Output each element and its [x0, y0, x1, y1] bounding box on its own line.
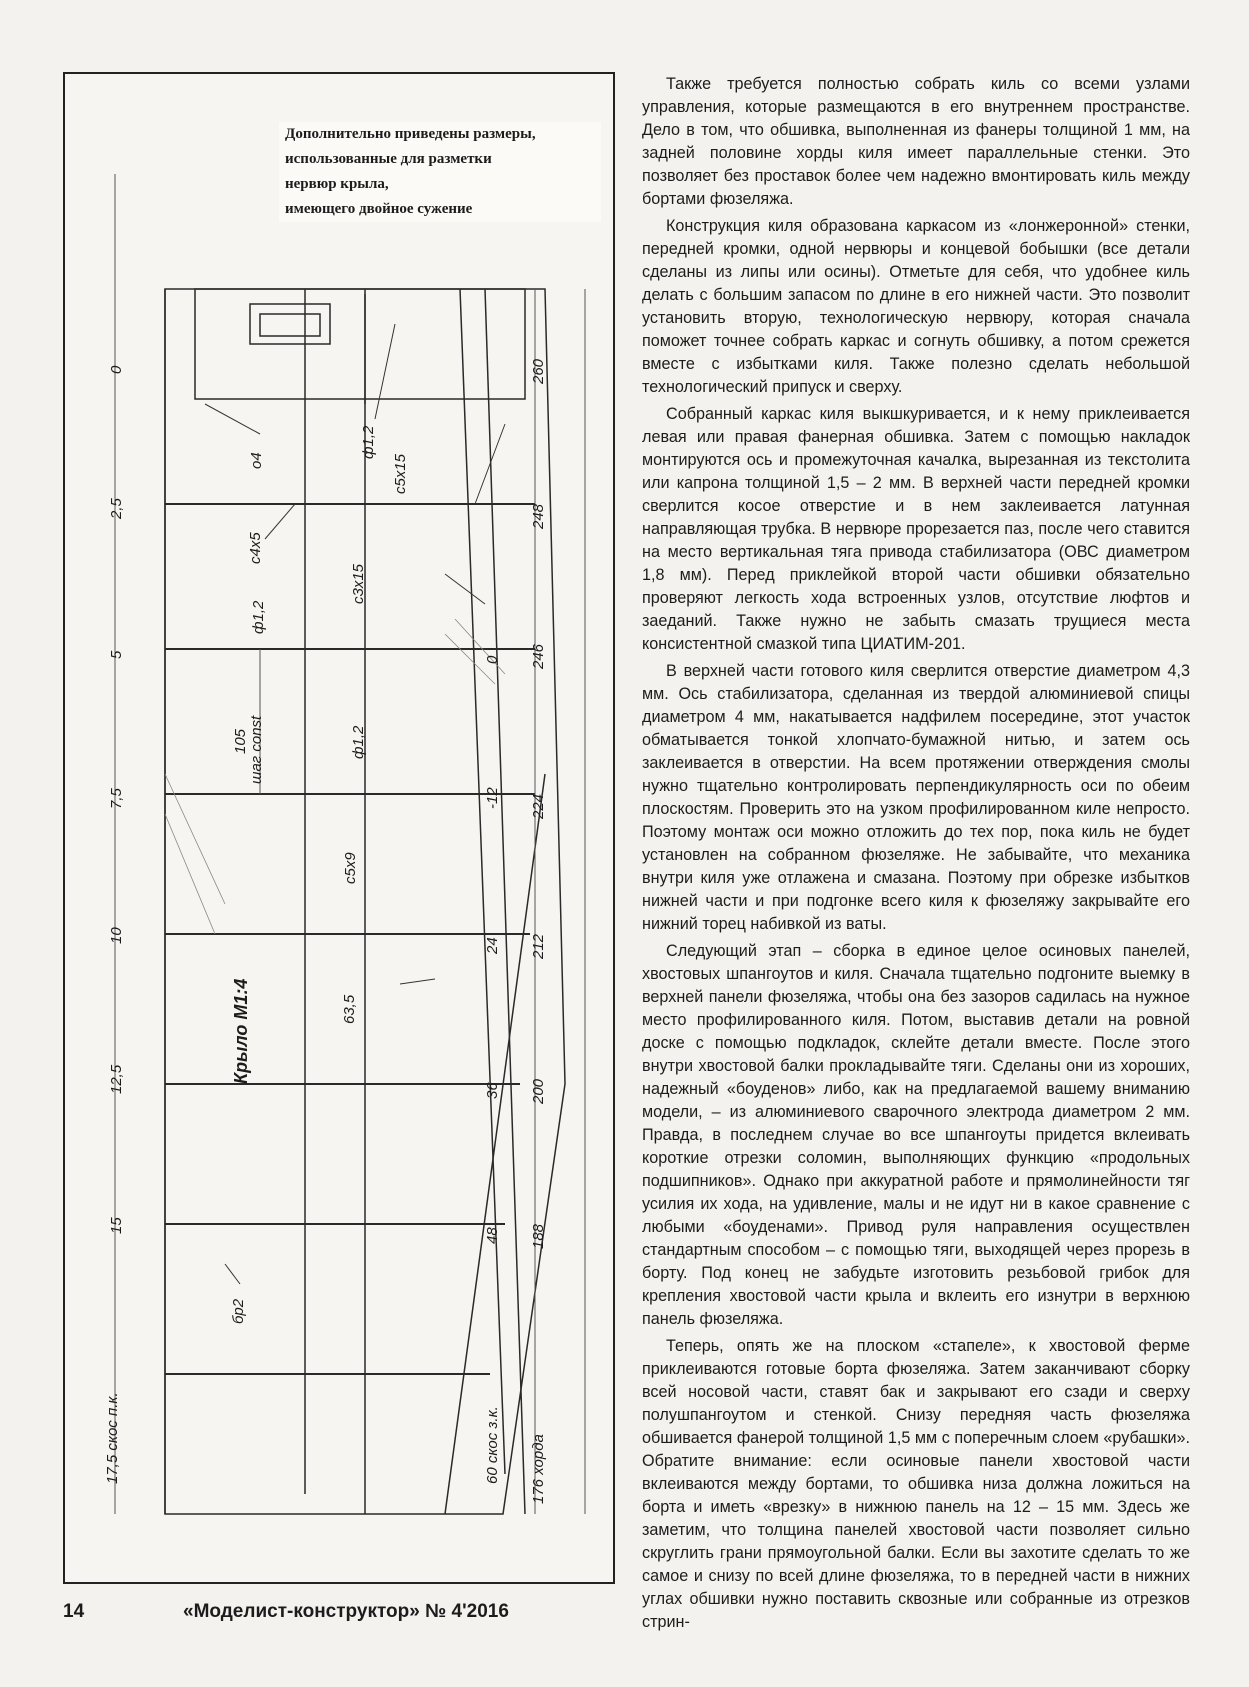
- part-label: 63,5: [341, 994, 358, 1024]
- te-offset-label: 24: [484, 937, 501, 954]
- chord-label: 212: [530, 933, 547, 959]
- chord-label: 248: [530, 503, 547, 529]
- article-paragraph: В верхней части готового киля сверлится отверстие диаметром 4,3 мм. Ось стабилизатора, сделанная из твердой алюминиевой спицы диаметром 4 мм, накатывается надфилем посередине, этот участок обматывается тонкой хлопчато-бумажной нитью, и затем ось заклеивается в отверстии. На всем протяжении отверждения смолы нужно тщательно контролировать перпендикулярность оси по обеим плоскостям. Проверить это на узком профилированном киле непросто. Поэтому монтаж оси можно отложить до тех пор, пока киль не будет установлен на собранном фюзеляже. Не забывайте, что механика внутри киля уже отлажена и смазана. Поэтому при обрезке избытков нижней части и при подгонке всего киля к фюзеляжу закрывайте его нижний торец набивкой из ваты.: [642, 662, 1190, 933]
- article-paragraph: Также требуется полностью собрать киль со всеми узлами управления, которые размещаются в его внутреннем пространстве. Дело в том, что обшивка, выполненная из фанеры толщиной 1 мм, на задней половине хорды киля имеет параллельные стенки. Это позволяет без проставок более чем надежно вмонтировать киль между бортами фюзеляжа.: [642, 75, 1190, 208]
- part-label: бр2: [230, 1298, 247, 1324]
- article-paragraph: Собранный каркас киля выкшкуривается, и к нему приклеивается левая или правая фанерная обшивка. Затем с помощью накладок монтируются ось и промежуточная качалка, вырезанная из текстолита или капрона толщиной 1,5 – 2 мм. В верхней части передней кромки сверлится косое отверстие и в нем заклеивается латунная направляющая трубка. В нервюре прорезается паз, после чего ставится на место вертикальная тяга привода стабилизатора (ОВС диаметром 1,8 мм). Перед приклейкой второй части обшивки обязательно проверяют легкость хода встроенных узлов, отсутствие люфтов и заеданий. Также нужно не забыть смазать трущиеся места консистентной смазкой типа ЦИАТИМ-201.: [642, 405, 1190, 653]
- chord-label: 200: [530, 1078, 547, 1104]
- article-paragraph: Следующий этап – сборка в единое целое осиновых панелей, хвостовых шпангоутов и киля. Сначала тщательно подгоните выемку в верхней панели фюзеляжа, чтобы она без зазоров садилась на нужное место профилированного киля. Потом, выставив детали на ровной доске с помощью подкладок, склейте детали вместе. После этого внутри хвостовой балки прокладывайте тяги. Сделаны они из хороших, надежный «боуденов» либо, как на предлагаемой вашему вниманию модели, – из алюминиевого сварочного электрода диаметром 2 мм. Правда, в последнем случае во все шпангоуты придется вклеивать короткие отрезки соломин, выполняющих функцию «продольных подшипников». Однако при аккуратной работе и прямолинейности тяг усилия их хода, на удивление, малы и не идут ни в какое сравнение с любыми «боуденами». Привод руля направления осуществлен стандартным способом – с помощью тяги, выходящей через прорезь в борту. Под конец не забудьте изготовить резьбовой грибок для крепления хвостовой части крыла и вклеить его изнутри в верхнюю панель фюзеляжа.: [642, 942, 1190, 1328]
- part-label: ф1,2: [360, 425, 377, 459]
- part-label: с5х15: [392, 453, 409, 494]
- wing-drawing-lines: [65, 74, 617, 1586]
- left-offset-label: 7,5: [108, 788, 125, 809]
- part-label: ф1,2: [350, 725, 367, 759]
- article-column: [642, 73, 1190, 1638]
- chord-label: 246: [530, 643, 547, 669]
- te-offset-label: 0: [484, 655, 501, 664]
- left-offset-label: 17,5 скос п.к.: [104, 1392, 121, 1484]
- magazine-title: «Моделист-конструктор» № 4'2016: [183, 1601, 509, 1622]
- left-offset-label: 10: [108, 927, 125, 944]
- part-label: с5х9: [342, 852, 359, 884]
- te-offset-label: -12: [484, 787, 501, 809]
- page-number: 14: [63, 1601, 85, 1622]
- caption-line: использованные для разметки: [285, 151, 492, 167]
- left-offset-label: 12,5: [108, 1064, 125, 1094]
- part-label: ф1,2: [250, 600, 267, 634]
- chord-label: 224: [530, 793, 547, 819]
- part-label: с3х15: [350, 563, 367, 604]
- wing-drawing: [63, 72, 615, 1584]
- chord-label: 176 хорда: [530, 1434, 547, 1504]
- chord-label: 188: [530, 1223, 547, 1249]
- te-offset-label: 48: [484, 1227, 501, 1244]
- pitch-value: 105: [232, 728, 249, 754]
- caption-line: Дополнительно приведены размеры,: [285, 126, 536, 142]
- part-label: с4х5: [247, 532, 264, 564]
- left-offset-label: 5: [108, 650, 125, 659]
- part-label: о4: [248, 452, 265, 469]
- rib-lines: [165, 504, 535, 1374]
- article-paragraph: Теперь, опять же на плоском «стапеле», к хвостовой ферме приклеиваются готовые борта фюзеляжа. Затем заканчивают сборку всей носовой части, ставят бак и закрывают его сзади и сверху полушпангоутом и стенкой. Снизу передняя часть фюзеляжа обшивается фанерой толщиной 1,5 мм с поперечным слоем «рубашки». Обратите внимание: если осиновые панели хвостовой части вклеиваются между бортами, то обшивка низа должна ложиться на борта и иметь «врезку» в нижнюю панель на 12 – 15 мм. Здесь же заметим, что толщина панелей хвостовой части позволяет сильно скруглить грани прямоугольной балки. Если вы захотите сделать то же самое и снизу по всей длине фюзеляжа, то в передней части в нижних углах обшивки нужно поставить сквозные или собранные из отрезков стрин-: [642, 1337, 1190, 1631]
- left-offset-label: 0: [108, 365, 125, 374]
- wing-title: Крыло М1:4: [231, 978, 251, 1084]
- te-offset-label: 60 скос з.к.: [484, 1406, 501, 1484]
- caption-line: имеющего двойное сужение: [285, 201, 473, 217]
- left-offset-label: 2,5: [108, 498, 125, 519]
- page-footer: [63, 1601, 509, 1623]
- caption-line: нервюр крыла,: [285, 176, 389, 192]
- left-offset-label: 15: [108, 1217, 125, 1234]
- pitch-text: шаг const: [248, 715, 265, 784]
- chord-label: 260: [530, 358, 547, 384]
- te-offset-label: 36: [484, 1082, 501, 1099]
- drawing-caption: [279, 122, 601, 222]
- article-paragraph: Конструкция киля образована каркасом из «лонжеронной» стенки, передней кромки, одной нервюры и концевой бобышки (все детали сделаны из липы или осины). Отметьте для себя, что удобнее киль делать с большим запасом по длине в его нижней части. Это позволит установить вторую, технологическую нервюру, которая сначала поможет точнее собрать каркас и согнуть обшивку, а потом срежется вместе с избытками киля. Также полезно сделать небольшой технологический припуск и сверху.: [642, 217, 1190, 396]
